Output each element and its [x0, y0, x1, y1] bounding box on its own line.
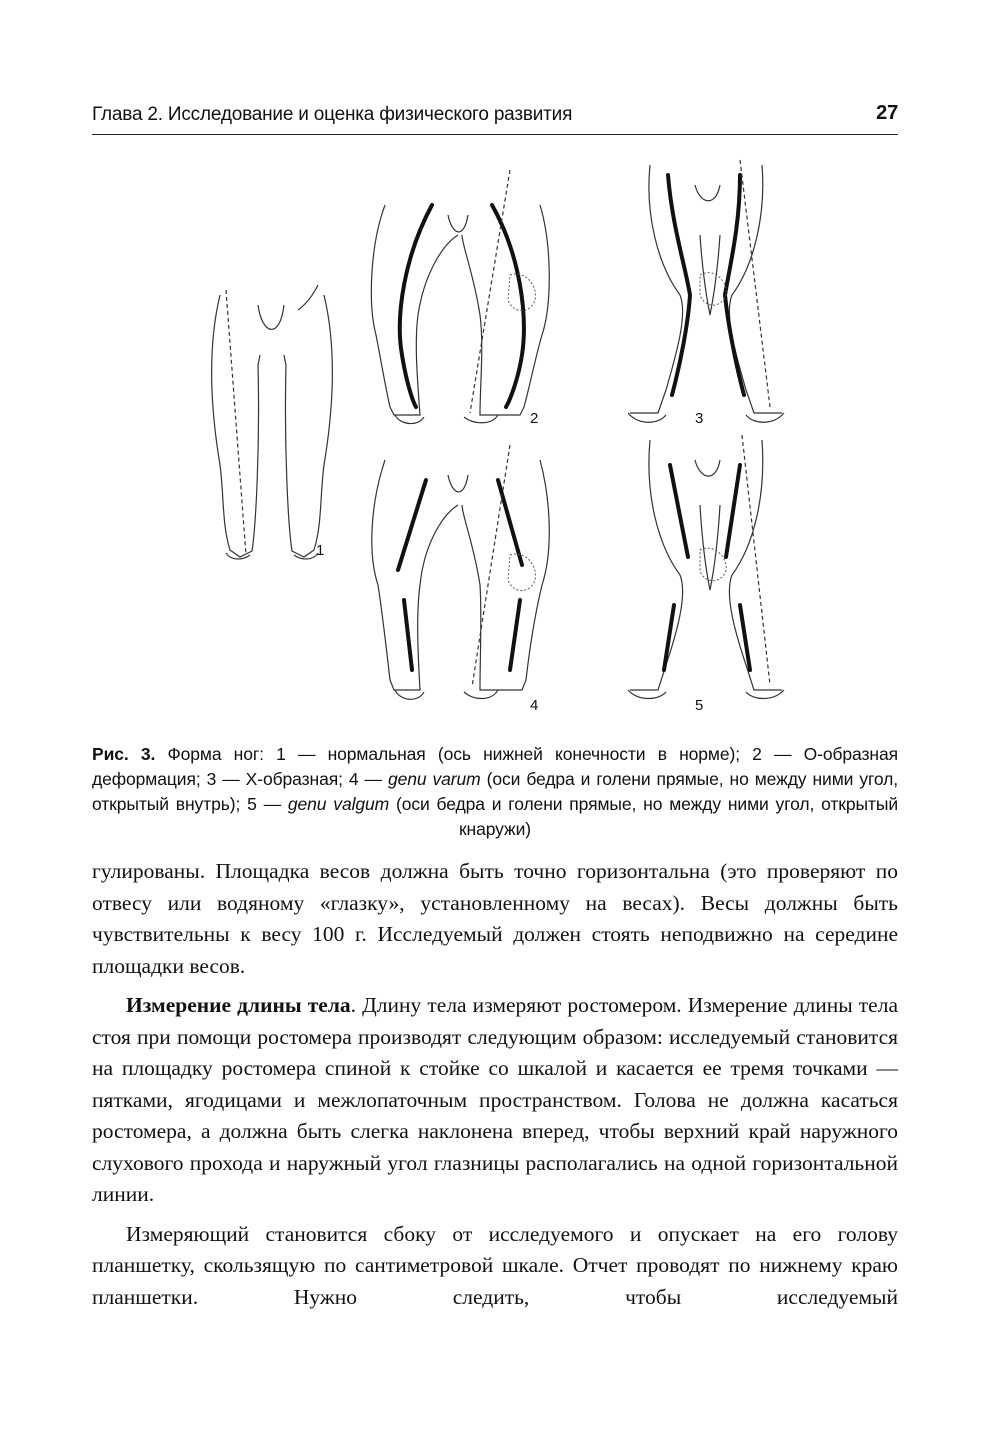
legs-o-shape-illustration: [371, 170, 549, 427]
caption-text-2: (оси бедра и голени прямые, но между ними угол, открытый внутрь); 5 —: [92, 769, 898, 814]
caption-term-genu-valgum: genu valgum: [287, 794, 390, 814]
leg-illustrations: [180, 145, 800, 720]
page-number: 27: [876, 102, 898, 124]
legs-genu-valgum-illustration: [628, 435, 784, 714]
caption-prefix: Рис. 3.: [92, 744, 156, 764]
chapter-title: Глава 2. Исследование и оценка физического развития: [92, 104, 573, 125]
legs-genu-varum-illustration: [372, 445, 549, 714]
figure-label-5: 5: [695, 697, 704, 714]
section-heading-height: Измерение длины тела: [126, 993, 351, 1017]
body-text: [92, 856, 898, 1313]
figure-label-2: 2: [530, 410, 539, 427]
figure-label-4: 4: [530, 697, 539, 714]
figure-caption: [92, 742, 898, 842]
caption-text-3: (оси бедра и голени прямые, но между ними угол, открытый кнаружи): [389, 794, 898, 839]
figure-label-3: 3: [695, 410, 704, 427]
legs-normal-illustration: [212, 285, 333, 559]
paragraph-measurer: Измеряющий становится сбоку от исследуемого и опускает на его голову планшетку, скользящую по сантиметровой шкале. Отчет проводят по нижнему краю планшетки. Нужно следить, чтобы исследуемый: [92, 1221, 898, 1309]
figure-label-1: 1: [316, 542, 325, 559]
caption-term-genu-varum: genu varum: [387, 769, 481, 789]
legs-x-shape-illustration: [628, 160, 784, 427]
running-header: [92, 100, 898, 135]
caption-text-1: Форма ног: 1 — нормальная (ось нижней конечности в норме); 2 — О-образная деформация; 3 — Х-образная; 4 —: [92, 744, 898, 789]
leg-shapes-figure: [180, 145, 800, 720]
paragraph-scales: гулированы. Площадка весов должна быть точно горизонтальна (это проверяют по отвесу или водяному «глазку», установленному на весах). Весы должны быть чувствительны к весу 100 г. Исследуемый должен стоять неподвижно на середине площадки весов.: [92, 859, 898, 978]
paragraph-height-text: . Длину тела измеряют ростомером. Измерение длины тела стоя при помощи ростомера производят следующим образом: исследуемый становится на площадку ростомера спиной к стойке со шкалой и касается ее тремя точками — пятками, ягодицами и межлопаточным пространством. Голова не должна касаться ростомера, а должна быть слегка наклонена вперед, чтобы верхний край наружного слухового прохода и наружный угол глазницы располагались на одной горизонтальной линии.: [92, 993, 898, 1206]
paragraph-height-measurement: [92, 990, 898, 1211]
